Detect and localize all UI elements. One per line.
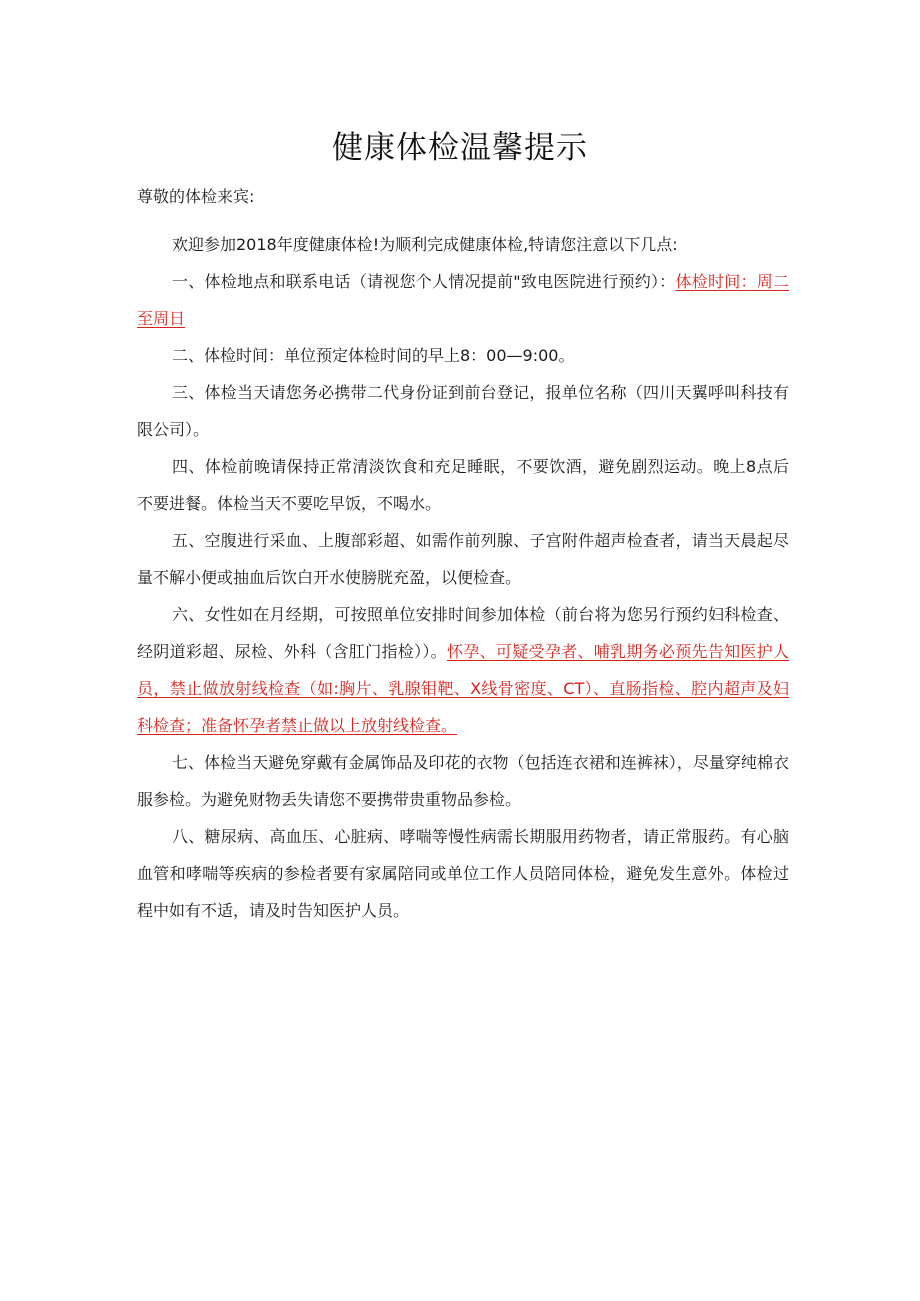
intro-text: 欢迎参加2018年度健康体检!为顺利完成健康体检,特请您注意以下几点: xyxy=(172,235,678,254)
document-title: 健康体检温馨提示 xyxy=(332,130,588,166)
intro-paragraph xyxy=(137,226,789,263)
notice-item-6-text: 六、女性如在月经期，可按照单位安排时间参加体检（前台将为您另行预约妇科检查、经阴道彩超、尿检、外科（含肛门指检））。 xyxy=(137,605,789,661)
notice-item-4 xyxy=(137,448,789,522)
notice-item-1-highlight: 体检时间：周二至周日 xyxy=(137,272,789,328)
notice-item-6-highlight: 怀孕、可疑受孕者、哺乳期务必预先告知医护人员，禁止做放射线检查（如:胸片、乳腺钼靶、X线骨密度、CT）、直肠指检、腔内超声及妇科检查；准备怀孕者禁止做以上放射线检查。 xyxy=(137,642,789,735)
document-body xyxy=(137,226,789,929)
notice-item-7 xyxy=(137,744,789,818)
notice-item-5-text: 五、空腹进行采血、上腹部彩超、如需作前列腺、子宫附件超声检查者，请当天晨起尽量不解小便或抽血后饮白开水使膀胱充盈，以便检查。 xyxy=(137,531,789,587)
notice-item-8 xyxy=(137,818,789,929)
notice-item-5 xyxy=(137,522,789,596)
notice-item-2-text: 二、体检时间：单位预定体检时间的早上8：00—9:00。 xyxy=(172,346,575,365)
notice-item-1-text: 一、体检地点和联系电话（请视您个人情况提前"致电医院进行预约）： xyxy=(172,272,676,291)
salutation: 尊敬的体检来宾: xyxy=(137,187,255,206)
notice-item-8-text: 八、糖尿病、高血压、心脏病、哮喘等慢性病需长期服用药物者，请正常服药。有心脑血管和哮喘等疾病的参检者要有家属陪同或单位工作人员陪同体检，避免发生意外。体检过程中如有不适，请及时告知医护人员。 xyxy=(137,827,789,920)
notice-item-6 xyxy=(137,596,789,744)
notice-item-3 xyxy=(137,374,789,448)
notice-item-3-text: 三、体检当天请您务必携带二代身份证到前台登记，报单位名称（四川天翼呼叫科技有限公司）。 xyxy=(137,383,789,439)
notice-item-4-text: 四、体检前晚请保持正常清淡饮食和充足睡眠，不要饮酒，避免剧烈运动。晚上8点后不要进餐。体检当天不要吃早饭，不喝水。 xyxy=(137,457,789,513)
notice-item-7-text: 七、体检当天避免穿戴有金属饰品及印花的衣物（包括连衣裙和连裤袜），尽量穿纯棉衣服参检。为避免财物丢失请您不要携带贵重物品参检。 xyxy=(137,753,789,809)
notice-item-1 xyxy=(137,263,789,337)
notice-item-2 xyxy=(137,337,789,374)
